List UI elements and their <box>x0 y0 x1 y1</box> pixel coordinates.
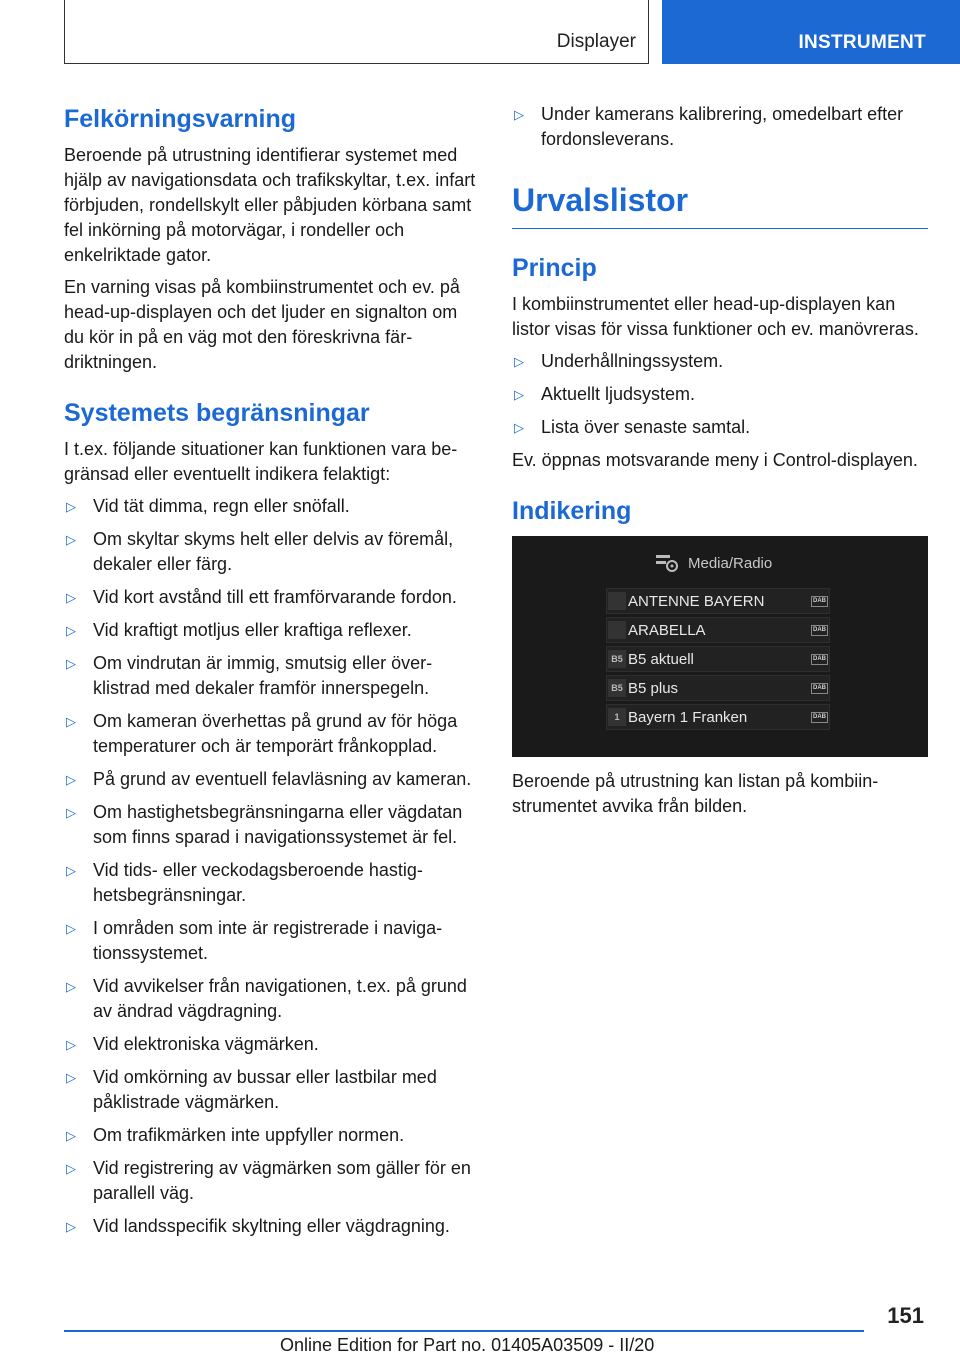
triangle-bullet-icon: ▷ <box>514 420 524 435</box>
list-item: ▷ Vid registrering av vägmärken som gäller för en parallell väg. <box>66 1158 471 1203</box>
station-row <box>606 617 830 643</box>
list-item: ▷ Vid omkörning av bussar eller lastbilar med påklistrade vägmärken. <box>66 1067 437 1112</box>
station-name: ARABELLA <box>628 621 706 639</box>
station-logo: B5 <box>608 650 626 668</box>
paragraph: Beroende på utrustning kan listan på kombiinstrumentet avvika från bilden. <box>512 771 879 816</box>
list-item: ▷ Vid elektroniska vägmärken. <box>64 1032 478 1057</box>
station-logo: B5 <box>608 679 626 697</box>
section-title-princip: Princip <box>512 254 597 282</box>
triangle-bullet-icon: ▷ <box>66 805 76 820</box>
station-row <box>606 704 830 730</box>
list-item: ▷ Om kameran överhettas på grund av för höga temperaturer och är temporärt frånkopplad. <box>66 711 458 756</box>
right-column <box>512 102 928 826</box>
triangle-bullet-icon: ▷ <box>66 532 76 547</box>
paragraph: Ev. öppnas motsvarande meny i Control-displayen. <box>512 450 918 470</box>
triangle-bullet-icon: ▷ <box>66 1128 76 1143</box>
station-logo: 1 <box>608 708 626 726</box>
list-item: ▷ På grund av eventuell felavläsning av kameran. <box>64 767 478 792</box>
station-row <box>606 675 830 701</box>
list-item: ▷ Under kamerans kalibrering, omedelbart efter fordonsleverans. <box>514 104 904 149</box>
list-item: ▷ Om vindrutan är immig, smutsig eller överklistrad med dekaler framför innerspegeln. <box>66 653 433 698</box>
list-item: ▷ Vid avvikelser från navigationen, t.ex. på grund av ändrad vägdragning. <box>66 976 467 1021</box>
triangle-bullet-icon: ▷ <box>66 590 76 605</box>
station-logo <box>608 621 626 639</box>
triangle-bullet-icon: ▷ <box>66 499 76 514</box>
triangle-bullet-icon: ▷ <box>66 714 76 729</box>
triangle-bullet-icon: ▷ <box>66 772 76 787</box>
list-item: ▷ Aktuellt ljudsystem. <box>512 382 928 407</box>
list-item: ▷ Vid tät dimma, regn eller snöfall. <box>64 494 478 519</box>
station-name: B5 aktuell <box>628 650 694 668</box>
triangle-bullet-icon: ▷ <box>66 1070 76 1085</box>
triangle-bullet-icon: ▷ <box>66 979 76 994</box>
left-column <box>64 102 478 1247</box>
header-section-box <box>64 0 649 64</box>
dab-badge: DAB <box>811 683 828 694</box>
triangle-bullet-icon: ▷ <box>66 1161 76 1176</box>
list-item: ▷ Vid landsspecifik skyltning eller vägdragning. <box>64 1214 478 1239</box>
station-row <box>606 646 830 672</box>
dab-badge: DAB <box>811 625 828 636</box>
list-item: ▷ Om trafikmärken inte uppfyller normen. <box>64 1123 478 1148</box>
triangle-bullet-icon: ▷ <box>514 354 524 369</box>
station-name: Bayern 1 Franken <box>628 708 748 726</box>
screenshot-title-bar <box>654 550 772 576</box>
list-item: ▷ Vid kort avstånd till ett framförvarande fordon. <box>64 585 478 610</box>
list-item: ▷ I områden som inte är registrerade i navigationssystemet. <box>66 918 443 963</box>
dab-badge: DAB <box>811 596 828 607</box>
station-logo <box>608 592 626 610</box>
list-item: ▷ Vid tids- eller veckodagsberoende hastighetsbegränsningar. <box>66 860 423 905</box>
footer-edition: Online Edition for Part no. 01405A03509 - II/20 <box>280 1335 655 1355</box>
header-chapter-label: INSTRUMENT <box>798 32 926 53</box>
list-item: ▷ Om skyltar skyms helt eller delvis av föremål, dekaler eller färg. <box>66 529 454 574</box>
dab-badge: DAB <box>811 712 828 723</box>
triangle-bullet-icon: ▷ <box>66 1219 76 1234</box>
triangle-bullet-icon: ▷ <box>66 1037 76 1052</box>
limitations-list <box>64 494 478 1239</box>
paragraph: En varning visas på kombiinstrumentet och ev. på head-up-displayen och det ljuder en signalton om du kör in på en väg mot den föreskrivna färdriktningen. <box>64 277 460 372</box>
page-number: 151 <box>887 1303 924 1328</box>
header-section-label: Displayer <box>556 31 636 52</box>
dab-badge: DAB <box>811 654 828 665</box>
station-row <box>606 588 830 614</box>
triangle-bullet-icon: ▷ <box>66 921 76 936</box>
list-item: ▷ Om hastighetsbegränsningarna eller vägdatan som finns sparad i navigationssystemet är fel. <box>66 802 463 847</box>
screenshot-title: Media/Radio <box>688 554 773 572</box>
station-name: ANTENNE BAYERN <box>628 592 765 610</box>
section-title-felkorningsvarning: Felkörningsvarning <box>64 105 296 133</box>
triangle-bullet-icon: ▷ <box>66 623 76 638</box>
media-radio-screenshot <box>512 536 928 757</box>
section-title-begransningar: Systemets begränsningar <box>64 399 370 427</box>
paragraph: I t.ex. följande situationer kan funktionen vara begränsad eller eventuellt indikera felaktigt: <box>64 439 458 484</box>
triangle-bullet-icon: ▷ <box>66 656 76 671</box>
header-chapter-tab <box>662 0 960 64</box>
triangle-bullet-icon: ▷ <box>66 863 76 878</box>
list-item: ▷ Lista över senaste samtal. <box>512 415 928 440</box>
media-radio-icon <box>654 553 680 573</box>
paragraph: Beroende på utrustning identifierar systemet med hjälp av navigationsdata och trafikskyltar, t.ex. infart förbjuden, rondellskylt eller påbjuden körbana samt fel inkörning på motorvägar, i rondeller och enkelriktade gator. <box>64 145 476 265</box>
section-title-indikering: Indikering <box>512 497 632 525</box>
list-item: ▷ Underhållningssystem. <box>512 349 928 374</box>
triangle-bullet-icon: ▷ <box>514 387 524 402</box>
paragraph: I kombiinstrumentet eller head-up-displayen kan listor visas för vissa funktioner och ev. manövreras. <box>512 294 919 339</box>
principle-list <box>512 349 928 440</box>
list-item: ▷ Vid kraftigt motljus eller kraftiga reflexer. <box>64 618 478 643</box>
chapter-title-urvalslistor: Urvalslistor <box>512 180 928 229</box>
footer-divider <box>64 1330 864 1332</box>
station-list <box>606 588 830 733</box>
station-name: B5 plus <box>628 679 679 697</box>
limitations-list-continued <box>512 102 928 152</box>
triangle-bullet-icon: ▷ <box>514 107 524 122</box>
